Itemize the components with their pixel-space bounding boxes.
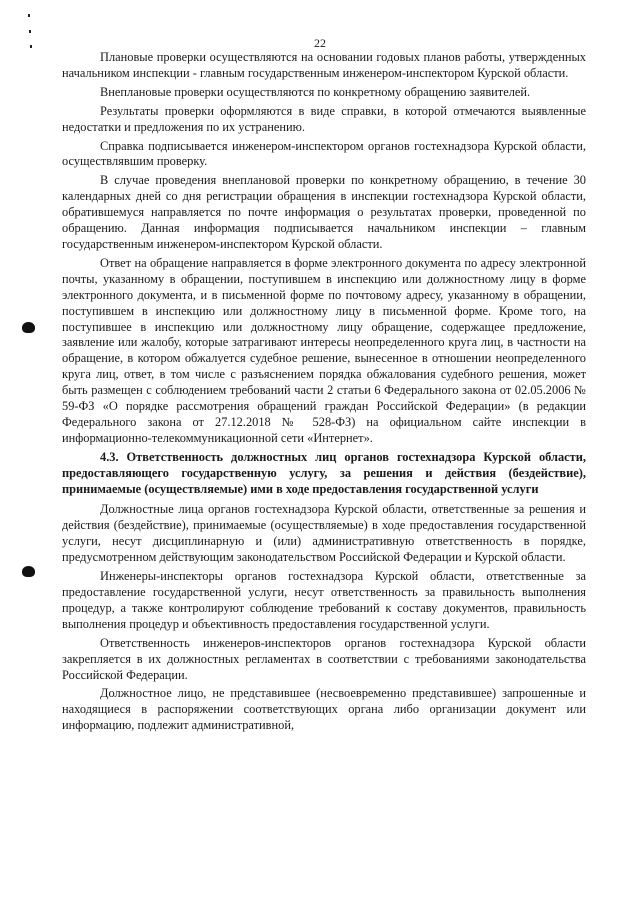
paragraph: В случае проведения внеплановой проверки по конкретному обращению, в течение 30 календарных дней со дня регистрации обращения в инспекции гостехнадзора Курской области, обратившемуся направляется по почте информация о результатах проверки, проведенной по обращению. Данная информация подписывается начальником инспекции – главным государственным инженером-инспектором Курской области. bbox=[62, 173, 586, 251]
page-number: 22 bbox=[314, 36, 326, 50]
paragraph: Должностные лица органов гостехнадзора Курской области, ответственные за решения и действия (бездействие), принимаемые (осуществляемые) в ходе предоставления государственной услуги, несут дисциплинарную и (или) административную ответственность в порядке, предусмотренном действующим законодательством Российской Федерации и Курской области. bbox=[62, 502, 586, 565]
binder-hole-mark bbox=[22, 566, 35, 577]
paragraph: Результаты проверки оформляются в виде справки, в которой отмечаются выявленные недостатки и предложения по их устранению. bbox=[62, 103, 586, 134]
section-heading: 4.3. Ответственность должностных лиц органов гостехнадзора Курской области, предоставляющего государственную услугу, за решения и действия (бездействие), принимаемые (осуществляемые) ими в ходе предоставления государственной услуги bbox=[62, 449, 586, 496]
paragraph: Справка подписывается инженером-инспектором органов гостехнадзора Курской области, осуществлявшим проверку. bbox=[62, 138, 586, 169]
paragraph: Должностное лицо, не представившее (несвоевременно представившее) запрошенные и находящиеся в распоряжении соответствующих органа либо организации документ или информацию, подлежит административной, bbox=[62, 686, 586, 733]
paragraph: Ответственность инженеров-инспекторов органов гостехнадзора Курской области закрепляется в их должностных регламентах в соответствии с требованиями законодательства Российской Федерации. bbox=[62, 635, 586, 682]
paragraph: Внеплановые проверки осуществляются по конкретному обращению заявителей. bbox=[100, 84, 531, 99]
paragraph: Ответ на обращение направляется в форме электронного документа по адресу электронной почты, указанному в обращении, поступившем в инспекцию или должностному лицу в форме электронного документа, и в письменной форме по почтовому адресу, указанному в обращении, поступившем в инспекцию или должностному лицу в письменной форме. Кроме того, на поступившее в инспекцию или должностному лицу обращение, содержащее предложение, заявление или жалобу, которые затрагивают интересы неопределенного круга лиц, в частности на обращение, в котором обжалуется судебное решение, вынесенное в отношении неопределенного круга лиц, ответ, в том числе с разъяснением порядка обжалования судебного решения, может быть размещен с соблюдением требований части 2 статьи 6 Федерального закона от 02.05.2006 № 59-ФЗ «О порядке рассмотрения обращений граждан Российской Федерации» (в редакции Федерального закона от 27.12.2018 № 528-ФЗ) на официальном сайте инспекции в информационно-телекоммуникационной сети «Интернет». bbox=[62, 255, 586, 445]
binder-hole-mark bbox=[22, 322, 35, 333]
paragraph: Плановые проверки осуществляются на основании годовых планов работы, утвержденных начальником инспекции - главным государственным инженером-инспектором Курской области. bbox=[62, 50, 586, 80]
paragraph: Инженеры-инспекторы органов гостехнадзора Курской области, ответственные за предоставление государственной услуги, несут ответственность за правильность выполнения процедур, а также контролируют соблюдение требований к составу документов, правильность выполнения процедур и объективность предоставления государственной услуги. bbox=[62, 569, 586, 631]
scan-artifact bbox=[28, 14, 30, 17]
document-body bbox=[62, 50, 586, 737]
scan-artifact bbox=[29, 30, 31, 33]
